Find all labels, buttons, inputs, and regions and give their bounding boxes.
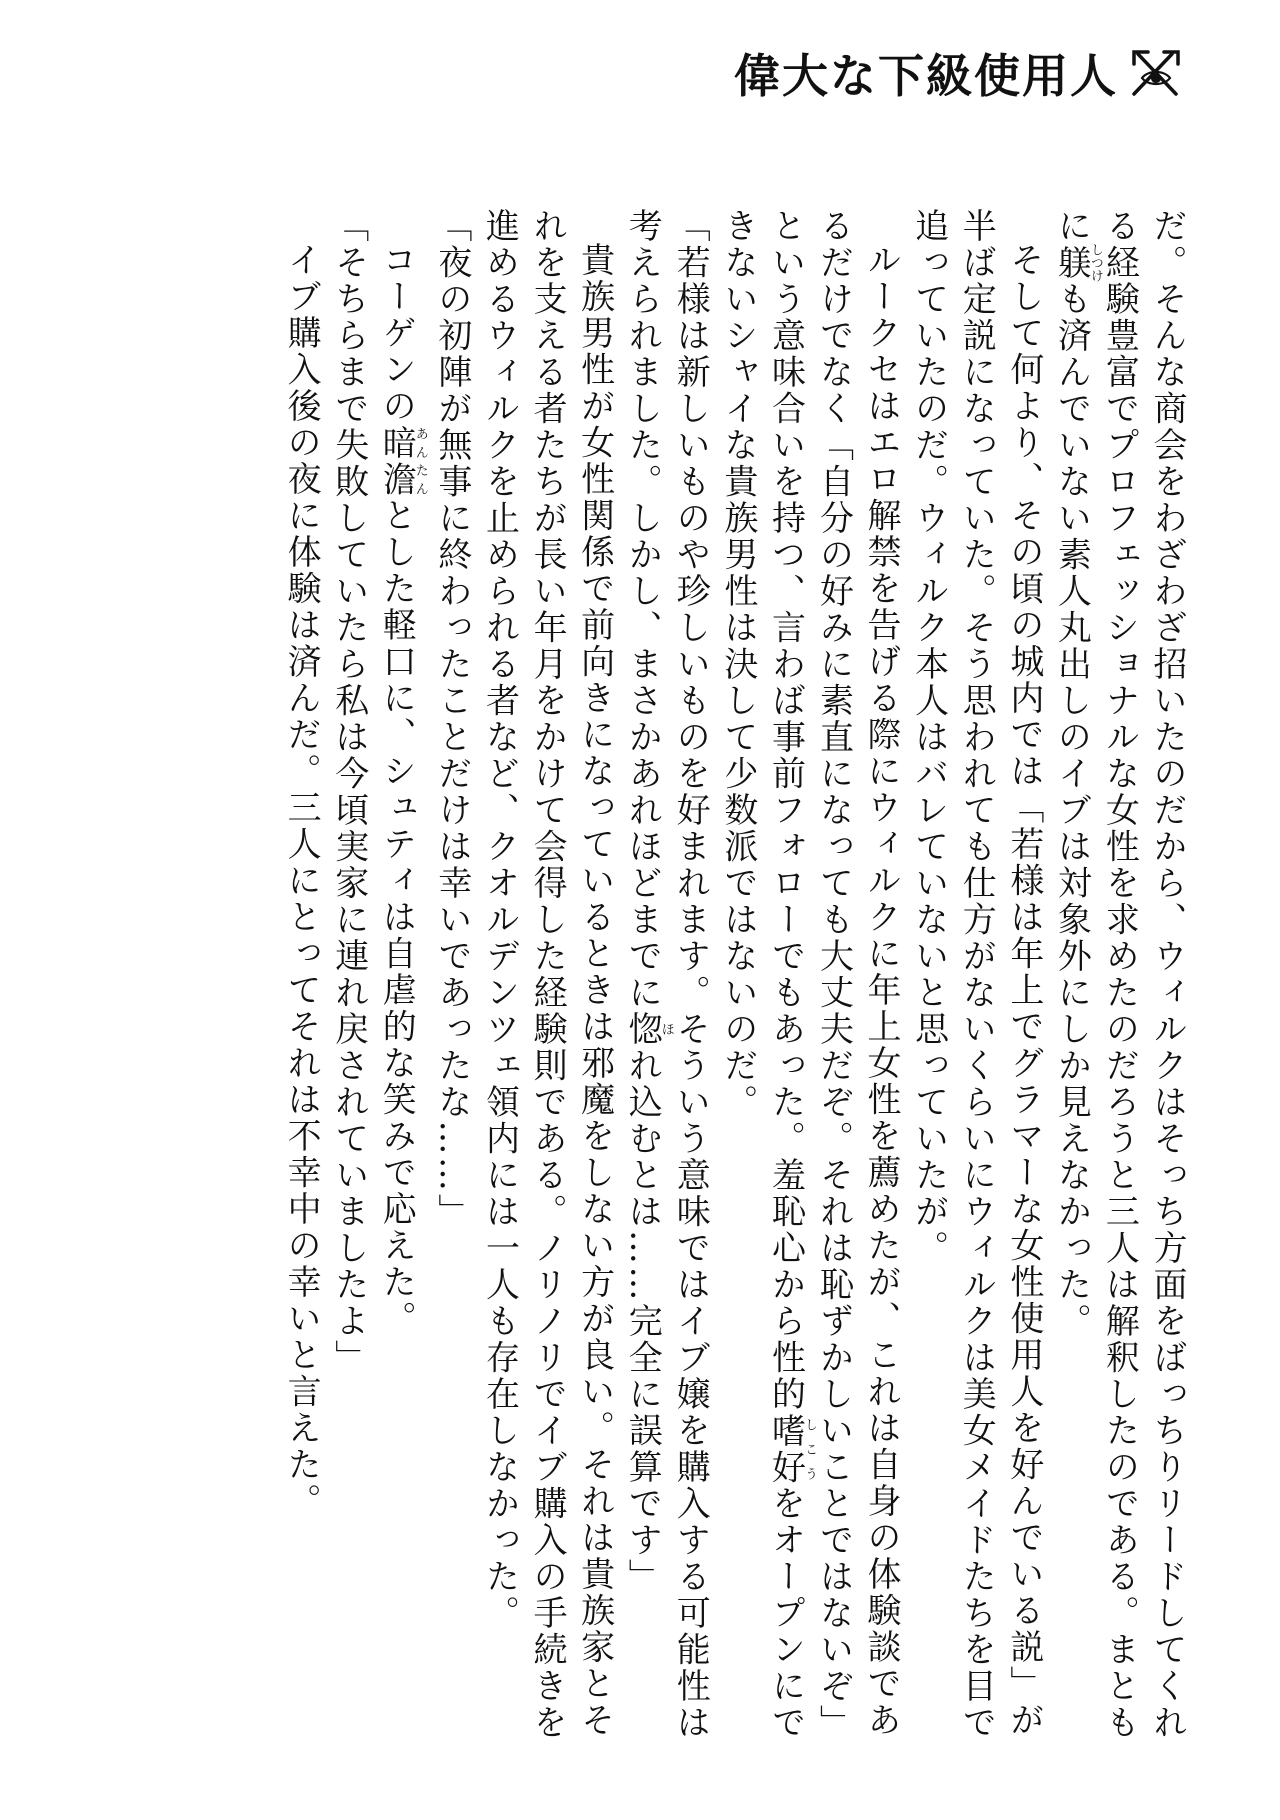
text-segment: とした軽口に、シュティは自虐的な笑みで応えた。 [376,497,417,1337]
ruby-base: 躾 [1051,243,1092,283]
ruby-annotation [376,424,428,498]
paragraph [475,208,618,1768]
text-segment: 「若様は新しいものや珍しいものを好まれます。そういう意味ではイブ嬢を購入する可能性は考えられました。しかし、まさかあれほどまでに [622,208,711,1741]
text-segment: イブ購入後の夜に体験は済んだ。三人にとってそれは不幸中の幸いと言えた。 [281,242,322,1520]
text-segment: 「そちらまで失敗していたら私は今頃実家に連れ戻されていましたよ」 [328,208,369,1376]
paragraph [427,208,475,1768]
paragraph [904,208,1047,1768]
text-segment: そして何より、その頃の城内では「若様は年上でグラマーな女性使用人を好んでいる説」が半ば定説になっていた。そう思われても仕方がないくらいにウィルクは美女メイドたちを目で追っていたのだ。ウィルク本人はバレていないと思っていたが。 [908,208,1044,1741]
ruby-reading: あんたん [412,424,428,498]
paragraph [324,208,372,1768]
ruby-base: 嗜好 [765,1412,806,1486]
paragraph [713,208,904,1768]
ruby-base: 惚 [622,1011,663,1048]
paragraph [277,208,325,1768]
text-segment: れ込むとは……完全に誤算です」 [622,1047,663,1595]
paragraph [618,208,714,1768]
ruby-annotation [765,1412,817,1486]
book-title: 偉大な下級使用人 [734,49,1118,103]
crossed-swords-ornament-icon [1128,48,1184,98]
text-segment: 貴族男性が女性関係で前向きになっているときは邪魔をしない方が良い。それは貴族家とそれを支える者たちが長い年月をかけて会得した経験則である。ノリノリでイブ購入の手続きを進めるウィルクを止められる者など、クオルデンツェ領内には一人も存在しなかった。 [479,208,615,1741]
text-segment: も済んでいない素人丸出しのイブは対象外にしか見えなかった。 [1051,281,1092,1340]
text-segment: コーゲンの [376,242,417,425]
paragraph [1047,208,1190,1768]
ruby-base: 暗澹 [376,424,417,498]
ruby-reading: しこう [801,1412,817,1486]
text-segment: をオープンにできないシャイな貴族男性は決して少数派ではないのだ。 [717,208,806,1741]
ruby-reading: しつけ [1087,243,1103,283]
novel-body-text [90,208,1190,1768]
paragraph [372,208,428,1768]
ruby-annotation [622,1011,674,1048]
text-segment: 「夜の初陣が無事に終わったことだけは幸いであったな……」 [431,208,472,1230]
text-segment: ルークセはエロ解禁を告げる際にウィルクに年上女性を薦めたが、これは自身の体験談であるだけでなく「自分の好みに素直になっても大丈夫だぞ。それは恥ずかしいことではないぞ」という意味合いを持つ、言わば事前フォローでもあった。羞恥心から性的 [765,208,902,1741]
ruby-reading: ほ [658,1011,674,1048]
ruby-annotation [1051,243,1103,283]
text-segment: だ。そんな商会をわざわざ招いたのだから、ウィルクはそっち方面をばっちりリードしてくれる経験豊富でプロフェッショナルな女性を求めたのだろうと三人は解釈したのである。まともに [1051,208,1187,1741]
running-header [734,40,1184,106]
